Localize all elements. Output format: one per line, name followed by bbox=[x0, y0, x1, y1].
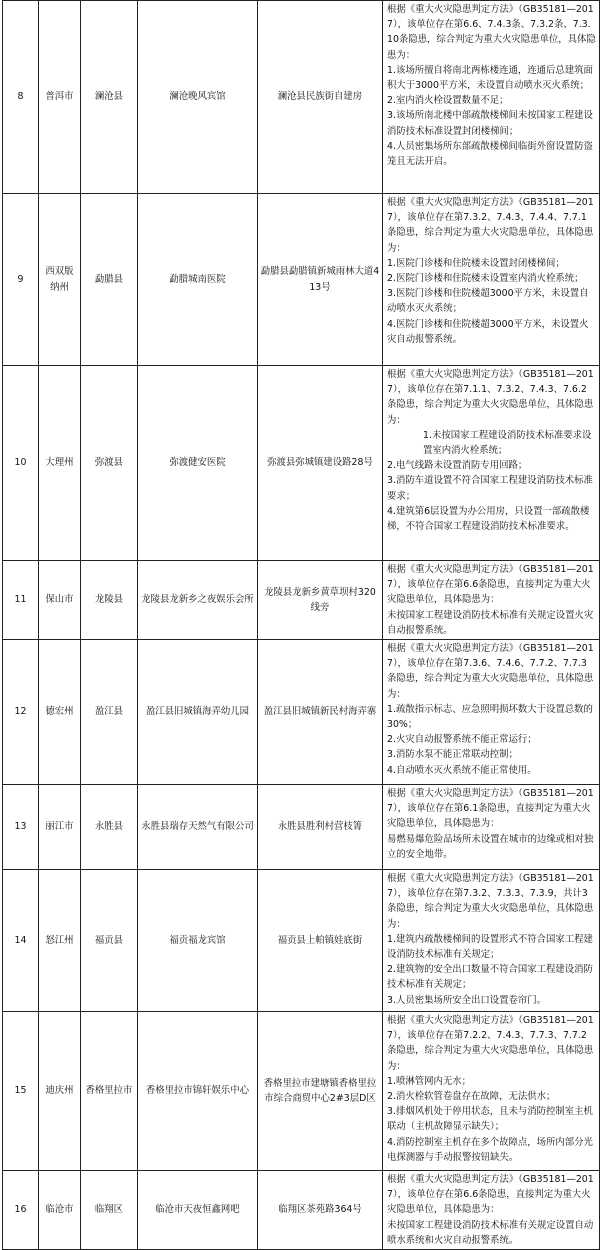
description-line: 4.建筑第6层设置为办公用房，只设置一部疏散楼梯，不符合国家工程建设消防技术标准要求。 bbox=[387, 505, 590, 533]
address-cell: 永胜县胜利村营枝箐 bbox=[258, 785, 383, 870]
description-line: 2.火灾自动报警系统不能正常运行； bbox=[387, 734, 537, 746]
description-line: 根据《重大火灾隐患判定方法》（GB35181—2017），该单位存在第6.6、7.4.3条、7.3.2条、7.3.10条隐患，综合判定为重大火灾隐患单位，具体隐患为： bbox=[387, 4, 596, 61]
table-row bbox=[3, 366, 600, 561]
county-cell: 香格里拉市 bbox=[81, 1012, 138, 1171]
description-line: 3.排烟风机处于停用状态，且未与消防控制室主机联动（主机故障显示缺失）； bbox=[387, 1106, 593, 1133]
county-cell: 勐腊县 bbox=[81, 194, 138, 366]
description-line: 根据《重大火灾隐患判定方法》（GB35181—2017），该单位存在第7.3.2、7.4.3、7.4.4、7.7.1条隐患，综合判定为重大火灾隐患单位，具体隐患为： bbox=[387, 197, 594, 254]
unit-name-cell: 香格里拉市锦轩娱乐中心 bbox=[138, 1012, 258, 1171]
table-row bbox=[3, 1171, 600, 1250]
table-row bbox=[3, 194, 600, 366]
unit-name-cell: 澜沧晚风宾馆 bbox=[138, 1, 258, 194]
hazard-description-cell bbox=[383, 640, 600, 785]
description-line: 3.医院门诊楼和住院楼超3000平方米，未设置自动喷水灭火系统； bbox=[387, 288, 589, 315]
address-cell: 香格里拉市建塘镇香格里拉市综合商贸中心2#3层D区 bbox=[258, 1012, 383, 1171]
description-line: 根据《重大火灾隐患判定方法》（GB35181—2017），该单位存在第7.1.1、7.3.2、7.4.3、7.6.2条隐患，综合判定为重大火灾隐患单位，具体隐患为： bbox=[387, 369, 594, 426]
description-line: 1.该场所擅自将南北两栋楼连通，连通后总建筑面积大于3000平方米，未设置自动喷水灭火系统； bbox=[387, 64, 593, 92]
county-cell: 弥渡县 bbox=[81, 366, 138, 561]
city-cell: 怒江州 bbox=[39, 870, 81, 1012]
city-cell: 迪庆州 bbox=[39, 1012, 81, 1171]
address-cell: 福贡县上帕镇娃底街 bbox=[258, 870, 383, 1012]
row-number: 12 bbox=[3, 640, 39, 785]
description-line: 3.该场所南北楼中部疏散楼梯间未按国家工程建设消防技术标准设置封闭楼梯间； bbox=[387, 110, 593, 137]
description-line: 易燃易爆危险品场所未设置在城市的边缘或相对独立的安全地带。 bbox=[387, 833, 594, 860]
city-cell: 德宏州 bbox=[39, 640, 81, 785]
city-cell: 大理州 bbox=[39, 366, 81, 561]
address-cell: 临翔区茶苑路364号 bbox=[258, 1171, 383, 1250]
description-line: 2.电气线路未设置消防专用回路； bbox=[387, 460, 528, 472]
row-number: 8 bbox=[3, 1, 39, 194]
hazard-description-cell bbox=[383, 785, 600, 870]
description-line: 4.人员密集场所东部疏散楼梯间临街外窗设置防盗笼且无法开启。 bbox=[387, 140, 593, 168]
hazard-description-cell bbox=[383, 870, 600, 1012]
county-cell: 福贡县 bbox=[81, 870, 138, 1012]
hazard-table bbox=[2, 0, 600, 1250]
address-cell: 弥渡县弥城镇建设路28号 bbox=[258, 366, 383, 561]
county-cell: 龙陵县 bbox=[81, 561, 138, 640]
unit-name-cell: 福贡福龙宾馆 bbox=[138, 870, 258, 1012]
unit-name-cell: 盈江县旧城镇海弄幼儿园 bbox=[138, 640, 258, 785]
description-line: 根据《重大火灾隐患判定方法》（GB35181—2017），该单位存在第6.6条隐患，直接判定为重大火灾隐患单位，具体隐患为： bbox=[387, 1174, 594, 1216]
row-number: 15 bbox=[3, 1012, 39, 1171]
row-number: 14 bbox=[3, 870, 39, 1012]
city-cell: 丽江市 bbox=[39, 785, 81, 870]
city-cell: 普洱市 bbox=[39, 1, 81, 194]
unit-name-cell: 永胜县瑞存天然气有限公司 bbox=[138, 785, 258, 870]
county-cell: 盈江县 bbox=[81, 640, 138, 785]
city-cell: 临沧市 bbox=[39, 1171, 81, 1250]
description-line: 2.消火栓软管卷盘存在故障，无法供水； bbox=[387, 1091, 556, 1103]
description-line: 2.医院门诊楼和住院楼未设置室内消火栓系统； bbox=[387, 273, 584, 285]
unit-name-cell: 临沧市天夜恒鑫网吧 bbox=[138, 1171, 258, 1250]
description-line: 3.消防车道设置不符合国家工程建设消防技术标准要求； bbox=[387, 475, 593, 502]
description-line: 3.消防水泵不能正常联动控制； bbox=[387, 749, 518, 761]
county-cell: 永胜县 bbox=[81, 785, 138, 870]
city-cell: 保山市 bbox=[39, 561, 81, 640]
description-line: 1.喷淋管网内无水； bbox=[387, 1075, 471, 1087]
row-number: 13 bbox=[3, 785, 39, 870]
address-cell: 龙陵县龙新乡黄草坝村320线旁 bbox=[258, 561, 383, 640]
unit-name-cell: 勐腊城南医院 bbox=[138, 194, 258, 366]
unit-name-cell: 弥渡健安医院 bbox=[138, 366, 258, 561]
description-line: 2.室内消火栓设置数量不足； bbox=[387, 95, 509, 107]
hazard-description-cell bbox=[383, 561, 600, 640]
description-line: 未按国家工程建设消防技术标准有关规定设置火灾自动报警系统。 bbox=[387, 609, 594, 636]
county-cell: 临翔区 bbox=[81, 1171, 138, 1250]
row-number: 10 bbox=[3, 366, 39, 561]
table-row bbox=[3, 561, 600, 640]
address-cell: 勐腊县勐腊镇新城雨林大道413号 bbox=[258, 194, 383, 366]
description-line: 4.医院门诊楼和住院楼超3000平方米，未设置火灾自动报警系统。 bbox=[387, 318, 589, 345]
address-cell: 盈江县旧城镇新民村海弄寨 bbox=[258, 640, 383, 785]
unit-name-cell: 龙陵县龙新乡之夜娱乐会所 bbox=[138, 561, 258, 640]
row-number: 11 bbox=[3, 561, 39, 640]
county-cell: 澜沧县 bbox=[81, 1, 138, 194]
description-line: 3.人员密集场所安全出口设置卷帘门。 bbox=[387, 994, 546, 1006]
description-line: 根据《重大火灾隐患判定方法》（GB35181—2017），该单位存在第7.2.2、7.4.3、7.7.3、7.7.2条隐患，综合判定为重大火灾隐患单位，具体隐患为： bbox=[387, 1015, 594, 1072]
description-line: 1.医院门诊楼和住院楼未设置封闭楼梯间； bbox=[387, 257, 565, 269]
description-line: 根据《重大火灾隐患判定方法》（GB35181—2017），该单位存在第7.3.6、7.4.6、7.7.2、7.7.3条隐患，综合判定为重大火灾隐患单位，具体隐患为： bbox=[387, 643, 594, 700]
hazard-description-cell bbox=[383, 1012, 600, 1171]
description-line: 1.疏散指示标志、应急照明损坏数大于设置总数的30%； bbox=[387, 703, 593, 731]
description-line: 根据《重大火灾隐患判定方法》（GB35181—2017），该单位存在第6.6条隐患，直接判定为重大火灾隐患单位，具体隐患为： bbox=[387, 564, 594, 606]
description-line: 4.自动喷水灭火系统不能正常使用。 bbox=[387, 764, 537, 776]
table-row bbox=[3, 640, 600, 785]
table-row bbox=[3, 1, 600, 194]
hazard-description-cell bbox=[383, 194, 600, 366]
hazard-description-cell bbox=[383, 1171, 600, 1250]
table-row bbox=[3, 785, 600, 870]
description-line: 2.建筑物的安全出口数量不符合国家工程建设消防技术标准有关规定； bbox=[387, 964, 593, 991]
description-line: 1.未按国家工程建设消防技术标准要求设置室内消火栓系统； bbox=[423, 429, 592, 457]
hazard-description-cell bbox=[383, 1, 600, 194]
hazard-description-cell bbox=[383, 366, 600, 561]
description-line: 未按国家工程建设消防技术标准有关规定设置自动喷水系统和火灾自动报警系统。 bbox=[387, 1219, 594, 1246]
description-line: 1.建筑内疏散楼梯间的设置形式不符合国家工程建设消防技术标准有关规定； bbox=[387, 933, 593, 961]
row-number: 9 bbox=[3, 194, 39, 366]
description-line: 根据《重大火灾隐患判定方法》（GB35181—2017），该单位存在第7.3.2、7.3.3、7.3.9，共计3条隐患，综合判定为重大火灾隐患单位，具体隐患为： bbox=[387, 873, 594, 930]
description-line: 根据《重大火灾隐患判定方法》（GB35181—2017），该单位存在第6.1条隐患，直接判定为重大火灾隐患单位，具体隐患为： bbox=[387, 788, 594, 830]
city-cell: 西双版纳州 bbox=[39, 194, 81, 366]
row-number: 16 bbox=[3, 1171, 39, 1250]
address-cell: 澜沧县民族街自建房 bbox=[258, 1, 383, 194]
description-line: 4.消防控制室主机存在多个故障点，场所内部分光电探测器与手动报警按钮缺失。 bbox=[387, 1136, 593, 1163]
table-row bbox=[3, 870, 600, 1012]
table-row bbox=[3, 1012, 600, 1171]
